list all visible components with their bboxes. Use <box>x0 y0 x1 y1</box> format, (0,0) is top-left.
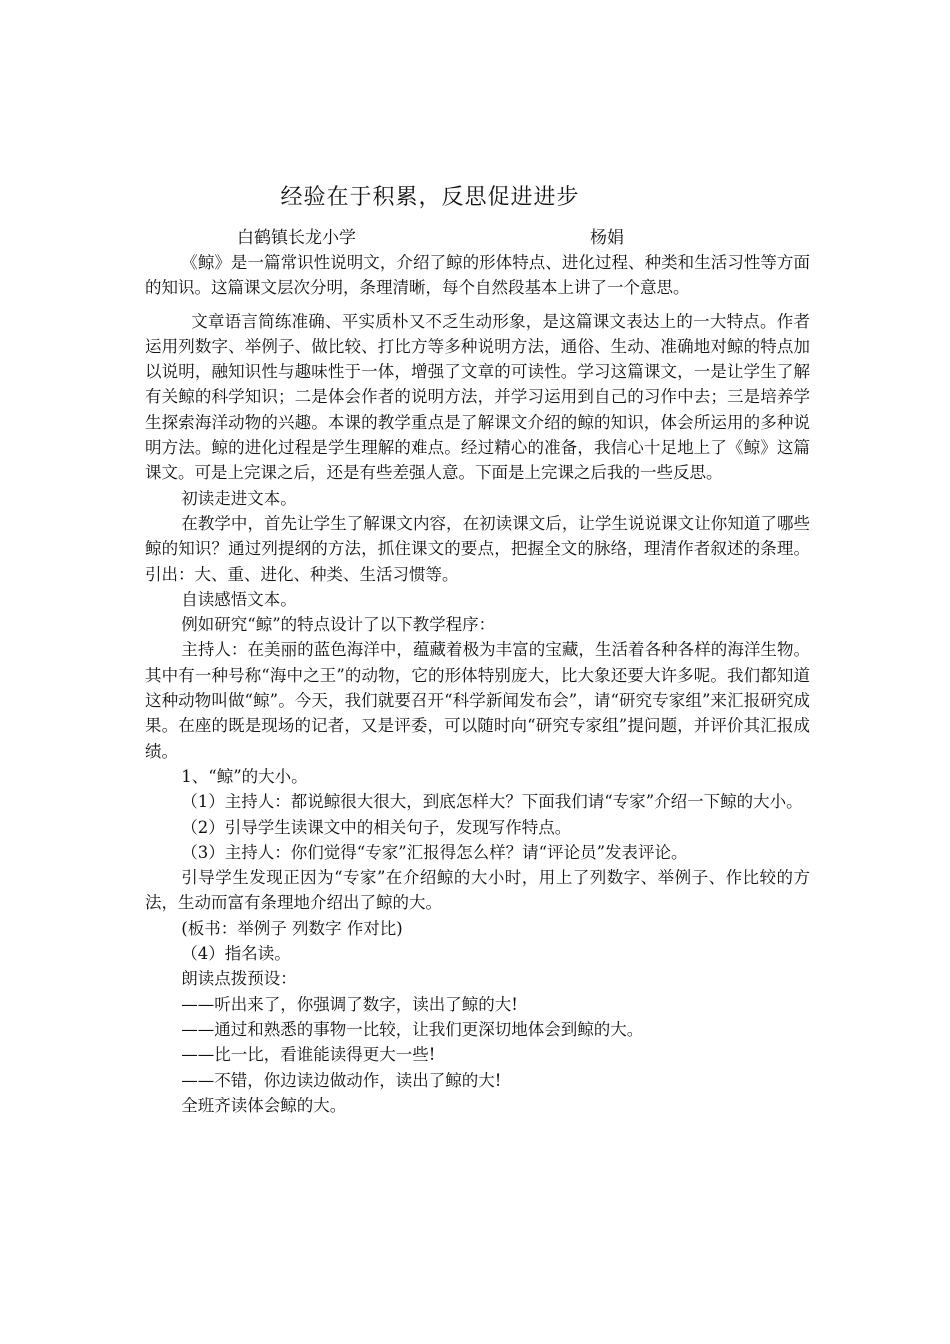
paragraph: 文章语言简练准确、平实质朴又不乏生动形象，是这篇课文表达上的一大特点。作者运用列数字、举例子、做比较、打比方等多种说明方法，通俗、生动、准确地对鲸的特点加以说明，融知识性与趣味性于一体，增强了文章的可读性。学习这篇课文，一是让学生了解有关鲸的科学知识；二是体会作者的说明方法，并学习运用到自己的习作中去；三是培养学生探索海洋动物的兴趣。本课的教学重点是了解课文介绍的鲸的知识，体会所运用的多种说明方法。鲸的进化过程是学生理解的难点。经过精心的准备，我信心十足地上了《鲸》这篇课文。可是上完课之后，还是有些差强人意。下面是上完课之后我的一些反思。 <box>145 311 810 483</box>
paragraph: ——不错，你边读边做动作，读出了鲸的大! <box>181 1070 502 1090</box>
paragraph: ——通过和熟悉的事物一比较，让我们更深切地体会到鲸的大。 <box>181 1019 644 1039</box>
paragraph: 在教学中，首先让学生了解课文内容，在初读课文后，让学生说说课文让你知道了哪些鲸的知识？通过列提纲的方法，抓住课文的要点，把握全文的脉络，理清作者叙述的条理。引出：大、重、进化、种类、生活习惯等。 <box>145 513 810 584</box>
paragraph: 朗读点拨预设： <box>181 969 297 989</box>
paragraph: （3）主持人：你们觉得“专家”汇报得怎么样？请“评论员”发表评论。 <box>181 842 688 862</box>
paragraph: （4）指名读。 <box>181 944 291 964</box>
author-school: 白鹤镇长龙小学 <box>237 228 356 248</box>
paragraph: 《鲸》是一篇常识性说明文，介绍了鲸的形体特点、进化过程、种类和生活习性等方面的知识。这篇课文层次分明，条理清晰，每个自然段基本上讲了一个意思。 <box>145 253 810 298</box>
paragraph: 全班齐读体会鲸的大。 <box>181 1095 347 1115</box>
section-heading: 自读感悟文本。 <box>181 589 297 609</box>
paragraph: 例如研究“鲸”的特点设计了以下教学程序： <box>181 615 496 635</box>
paragraph: ——比一比，看谁能读得更大一些! <box>181 1045 436 1065</box>
paragraph: (板书：举例子 列数字 作对比) <box>181 918 403 938</box>
paragraph: 1、“鲸”的大小。 <box>181 766 308 786</box>
document-body <box>145 250 810 1118</box>
paragraph: 主持人：在美丽的蓝色海洋中，蕴藏着极为丰富的宝藏，生活着各种各样的海洋生物。其中有一种号称“海中之王”的动物，它的形体特别庞大，比大象还要大许多呢。我们都知道这种动物叫做“鲸”。今天，我们就要召开“科学新闻发布会”，请“研究专家组”来汇报研究成果。在座的既是现场的记者，又是评委，可以随时向“研究专家组”提问题，并评价其汇报成绩。 <box>145 640 810 761</box>
paragraph: （1）主持人：都说鲸很大很大，到底怎样大？下面我们请“专家”介绍一下鲸的大小。 <box>181 792 803 812</box>
section-heading: 初读走进文本。 <box>181 488 297 508</box>
document-title: 经验在于积累，反思促进进步 <box>280 185 580 210</box>
paragraph: ——听出来了，你强调了数字，读出了鲸的大! <box>181 994 518 1014</box>
author-name: 杨娟 <box>590 228 624 248</box>
paragraph: 引导学生发现正因为“专家”在介绍鲸的大小时，用上了列数字、举例子、作比较的方法，生动而富有条理地介绍出了鲸的大。 <box>145 868 810 913</box>
paragraph: （2）引导学生读课文中的相关句子，发现写作特点。 <box>181 817 572 837</box>
